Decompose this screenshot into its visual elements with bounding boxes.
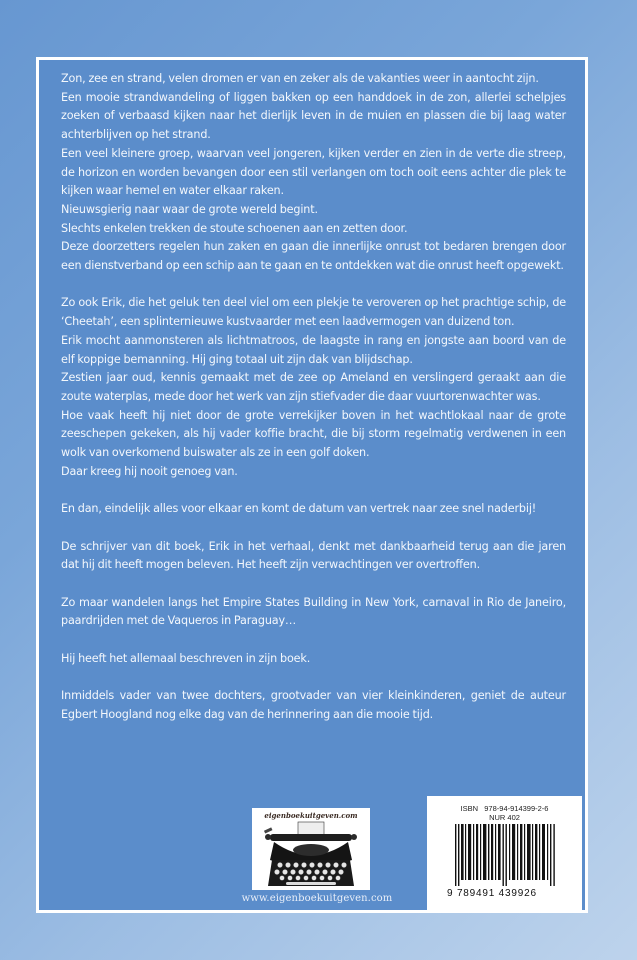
isbn-number: ISBN 978-94-914399-2-6 xyxy=(460,804,549,813)
blurb-paragraph: Hoe vaak heeft hij niet door de grote verrekijker boven in het wachtlokaal naar de grote zeeschepen gekeken, als hij vader koffie bracht, die bij storm regelmatig verdwenen in een wolk van overkomend buiswater als ze in een golf doken. xyxy=(61,408,566,460)
publisher-logo xyxy=(252,808,370,890)
blurb-paragraph: Daar kreeg hij nooit genoeg van. xyxy=(61,464,238,478)
blurb-paragraph: Zon, zee en strand, velen dromen er van en zeker als de vakanties weer in aantocht zijn. xyxy=(61,72,539,85)
blurb-paragraph: De schrijver van dit boek, Erik in het verhaal, denkt met dankbaarheid terug aan die jaren dat hij dit heeft mogen beleven. Het heeft zijn verwachtingen ver overtroffen. xyxy=(61,539,566,572)
blurb-paragraph: Slechts enkelen trekken de stoute schoenen aan en zetten door. xyxy=(61,221,408,235)
blurb-paragraph: En dan, eindelijk alles voor elkaar en komt de datum van vertrek naar zee snel naderbij! xyxy=(61,502,537,516)
blurb-paragraph: Een veel kleinere groep, waarvan veel jongeren, kijken verder en zien in de verte die streep, de horizon en worden bevangen door een stil verlangen om toch ooit eens achter die plek te kijken waar hemel en water elkaar raken. xyxy=(61,146,566,198)
back-cover-panel xyxy=(36,57,588,913)
isbn-label xyxy=(427,804,582,822)
blurb-text xyxy=(61,70,566,725)
publisher-url: www.eigenboekuitgeven.com xyxy=(241,893,393,904)
nur-code: NUR 402 xyxy=(489,813,520,822)
barcode-icon xyxy=(455,824,555,886)
blurb-paragraph: Hij heeft het allemaal beschreven in zijn boek. xyxy=(61,651,311,665)
blurb-paragraph: Zo ook Erik, die het geluk ten deel viel om een plekje te veroveren op het prachtige schip, de ‘Cheetah’, een splinternieuwe kustvaarder met een laadvermogen van duizend ton. xyxy=(61,296,566,329)
blurb-paragraph: Erik mocht aanmonsteren als lichtmatroos, de laagste in rang en jongste aan boord van de elf koppige bemanning. Hij ging totaal uit zijn dak van blijdschap. xyxy=(61,333,566,366)
blurb-paragraph: Zo maar wandelen langs het Empire States Building in New York, carnaval in Rio de Janeiro, paardrijden met de Vaqueros in Paraguay… xyxy=(61,595,566,628)
logo-caption: eigenboekuitgeven.com xyxy=(264,811,358,820)
blurb-paragraph: Deze doorzetters regelen hun zaken en gaan die innerlijke onrust tot bedaren brengen door een dienstverband op een schip aan te gaan en te ontdekken wat die onrust heeft opgewekt. xyxy=(61,240,566,273)
isbn-barcode-block xyxy=(427,796,582,910)
blurb-paragraph: Zestien jaar oud, kennis gemaakt met de zee op Ameland en verslingerd geraakt aan die zoute waterplas, mede door het werk van zijn stiefvader die daar vuurtorenwachter was. xyxy=(61,371,566,403)
blurb-paragraph: Inmiddels vader van twee dochters, grootvader van vier kleinkinderen, geniet de auteur Egbert Hoogland nog elke dag van de herinnering aan die mooie tijd. xyxy=(61,689,566,721)
blurb-paragraph: Nieuwsgierig naar waar de grote wereld begint. xyxy=(61,202,318,216)
typewriter-icon xyxy=(264,820,358,890)
blurb-paragraph: Een mooie strandwandeling of liggen bakken op een handdoek in de zon, allerlei schelpjes zoeken of verbaasd kijken naar het dierlijk leven in de muien en plassen die bij laag water achterblijven op het strand. xyxy=(61,90,566,142)
barcode-digits: 9 789491 439926 xyxy=(447,888,537,899)
